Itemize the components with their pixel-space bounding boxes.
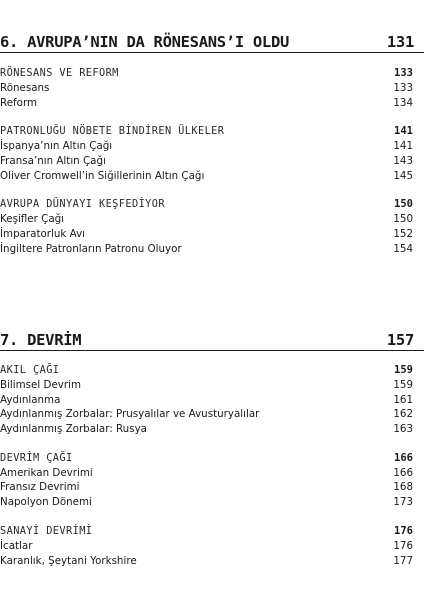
section-page-number: 166 <box>394 451 413 464</box>
chapter-heading <box>0 330 424 351</box>
toc-entry[interactable] <box>0 422 424 437</box>
entry-page-number: 143 <box>393 155 413 168</box>
section-ronesans-ve-reform <box>0 66 424 110</box>
section-title: RÖNESANS VE REFORM <box>0 67 119 79</box>
section-avrupa-dunyayi-kesfediyor <box>0 197 424 256</box>
toc-entry[interactable] <box>0 154 424 169</box>
toc-entry[interactable] <box>0 227 424 242</box>
section-heading <box>0 66 424 81</box>
entry-label: Oliver Cromwell’in Siğillerinin Altın Çağı <box>0 169 205 182</box>
section-heading <box>0 363 424 378</box>
entry-page-number: 162 <box>393 408 413 421</box>
toc-entry[interactable] <box>0 81 424 96</box>
section-title: AKIL ÇAĞI <box>0 364 60 376</box>
entry-page-number: 166 <box>393 466 413 479</box>
entry-page-number: 163 <box>393 423 413 436</box>
toc-entry[interactable] <box>0 378 424 393</box>
section-page-number: 176 <box>394 524 413 537</box>
section-heading <box>0 197 424 212</box>
entry-label: Amerikan Devrimi <box>0 466 93 479</box>
toc-entry[interactable] <box>0 480 424 495</box>
entry-page-number: 145 <box>393 169 413 182</box>
section-title: AVRUPA DÜNYAYI KEŞFEDİYOR <box>0 198 165 211</box>
section-page-number: 133 <box>394 67 413 79</box>
entry-label: Keşifler Çağı <box>0 213 65 226</box>
toc-entry[interactable] <box>0 466 424 481</box>
entry-page-number: 133 <box>393 82 413 94</box>
section-heading <box>0 524 424 539</box>
toc-entry[interactable] <box>0 539 424 554</box>
section-page-number: 141 <box>394 125 413 138</box>
entry-label: Fransa’nın Altın Çağı <box>0 155 106 168</box>
chapter-heading <box>0 32 424 53</box>
entry-label: Aydınlanmış Zorbalar: Prusyalılar ve Avusturyalılar <box>0 408 260 421</box>
section-devrim-cagi <box>0 451 424 510</box>
toc-entry[interactable] <box>0 96 424 111</box>
entry-page-number: 173 <box>393 496 413 509</box>
section-page-number: 159 <box>394 364 413 376</box>
entry-label: İmparatorluk Avı <box>0 228 86 241</box>
entry-label: İcatlar <box>0 539 33 552</box>
section-patronlugu <box>0 124 424 183</box>
entry-label: Reform <box>0 96 38 109</box>
toc-entry[interactable] <box>0 554 424 569</box>
entry-page-number: 134 <box>393 96 413 109</box>
toc-entry[interactable] <box>0 212 424 227</box>
entry-label: Rönesans <box>0 82 50 94</box>
chapter-7 <box>0 330 424 568</box>
entry-page-number: 150 <box>393 213 413 226</box>
section-title: PATRONLUĞU NÖBETE BİNDİREN ÜLKELER <box>0 125 225 138</box>
entry-page-number: 176 <box>393 539 413 552</box>
entry-page-number: 161 <box>393 393 413 406</box>
section-title: SANAYİ DEVRİMİ <box>0 524 93 537</box>
section-page-number: 150 <box>394 198 413 211</box>
chapter-6 <box>0 32 424 257</box>
entry-label: İspanya’nın Altın Çağı <box>0 140 113 153</box>
entry-page-number: 177 <box>393 554 413 567</box>
section-akil-cagi <box>0 363 424 437</box>
section-sanayi-devrimi <box>0 524 424 568</box>
toc-entry[interactable] <box>0 242 424 257</box>
entry-label: Aydınlanma <box>0 393 61 406</box>
entry-label: Aydınlanmış Zorbalar: Rusya <box>0 423 147 436</box>
entry-label: Bilimsel Devrim <box>0 379 81 391</box>
chapter-page-number: 157 <box>386 331 414 349</box>
entry-label: Fransız Devrimi <box>0 481 80 494</box>
entry-label: Karanlık, Şeytani Yorkshire <box>0 554 137 567</box>
entry-page-number: 168 <box>393 481 413 494</box>
toc-entry[interactable] <box>0 495 424 510</box>
entry-label: Napolyon Dönemi <box>0 496 92 509</box>
chapter-page-number: 131 <box>386 33 414 51</box>
chapter-title: 7. DEVRİM <box>0 331 82 349</box>
section-heading <box>0 124 424 139</box>
section-heading <box>0 451 424 466</box>
entry-page-number: 141 <box>393 140 413 153</box>
toc-entry[interactable] <box>0 393 424 408</box>
chapter-title: 6. AVRUPA’NIN DA RÖNESANS’I OLDU <box>0 33 290 51</box>
toc-entry[interactable] <box>0 169 424 184</box>
entry-label: İngiltere Patronların Patronu Oluyor <box>0 242 182 255</box>
entry-page-number: 152 <box>393 228 413 241</box>
entry-page-number: 159 <box>393 379 413 391</box>
section-title: DEVRİM ÇAĞI <box>0 451 73 464</box>
toc-entry[interactable] <box>0 407 424 422</box>
toc-entry[interactable] <box>0 139 424 154</box>
entry-page-number: 154 <box>393 242 413 255</box>
